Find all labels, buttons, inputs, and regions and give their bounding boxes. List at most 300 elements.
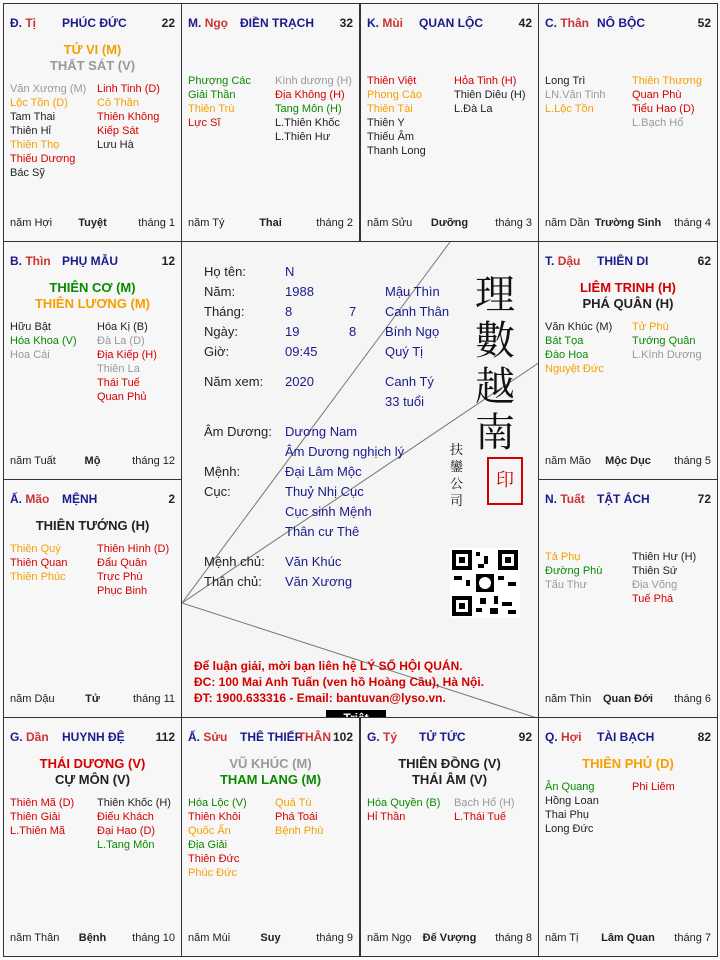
thang-can-chi: Canh Thân	[385, 304, 450, 319]
ho-ten-value: N	[285, 264, 295, 279]
palace-cell[interactable]	[181, 717, 360, 957]
star: Hồng Loan	[545, 795, 599, 807]
company-seal-text: 扶 鑾 公 司	[450, 443, 464, 509]
right-stars	[97, 542, 169, 598]
palace-year: năm Mão	[545, 455, 591, 467]
nam-xem-label: Năm xem:	[204, 374, 264, 389]
main-star: THIÊN TƯỚNG (H)	[35, 518, 150, 533]
truong-sinh: Trường Sinh	[594, 217, 662, 229]
star: Phá Toái	[275, 811, 318, 823]
palace-header	[188, 730, 353, 746]
left-stars	[545, 780, 599, 836]
palace-month: tháng 5	[674, 455, 711, 467]
star: Phi Liêm	[632, 781, 675, 793]
palace-month: tháng 12	[132, 455, 175, 467]
palace-month: tháng 6	[674, 693, 711, 705]
star: Địa Giải	[188, 839, 228, 851]
palace-month: tháng 11	[132, 693, 175, 705]
menh-chu-label: Mệnh chủ:	[204, 554, 265, 569]
star: L.Đà La	[454, 103, 493, 115]
ad-line-3: ĐT: 1900.633316 - Email: bantuvan@lyso.vn.	[194, 691, 446, 705]
nam-can-chi: Mậu Thìn	[385, 284, 440, 299]
palace-month: tháng 1	[138, 217, 175, 229]
main-star: LIÊM TRINH (H)	[579, 280, 677, 295]
star: Quốc Ấn	[188, 825, 231, 837]
star: Thiên Hư (H)	[632, 551, 697, 563]
truong-sinh: Thai	[259, 217, 282, 229]
star: Giải Thần	[188, 89, 236, 101]
palace-cell[interactable]	[538, 479, 718, 718]
palace-cell[interactable]	[3, 717, 182, 957]
star: L.Thiên Hư	[275, 131, 331, 143]
star: Thiên Thương	[632, 75, 703, 87]
star: Hóa Lộc (V)	[188, 797, 247, 809]
main-star: THÁI DƯƠNG (V)	[39, 756, 146, 771]
star: Bát Tọa	[545, 335, 584, 347]
star: Tử Phù	[632, 321, 669, 333]
palace-cell[interactable]	[360, 3, 539, 242]
ho-ten-label: Họ tên:	[204, 264, 246, 279]
star: Linh Tinh (D)	[97, 83, 160, 95]
star: Thiên Hình (D)	[97, 543, 170, 555]
left-stars	[367, 796, 440, 824]
star: Địa Không (H)	[275, 89, 345, 101]
star: Cô Thần	[97, 97, 139, 109]
left-stars	[545, 550, 602, 592]
truong-sinh: Suy	[260, 932, 281, 944]
truong-sinh: Đế Vượng	[422, 932, 477, 944]
left-stars	[188, 74, 251, 130]
star: Hỏa Tinh (H)	[454, 75, 517, 87]
palace-name: PHÚC ĐỨC	[62, 16, 127, 30]
star: Điếu Khách	[97, 811, 154, 823]
palace-cell[interactable]	[3, 3, 182, 242]
palace-footer	[10, 693, 175, 707]
palace-footer	[367, 217, 532, 231]
palace-number: 62	[697, 254, 711, 268]
palace-chi: Dần	[26, 730, 49, 744]
palace-name: PHỤ MẪU	[62, 254, 118, 268]
palace-cell[interactable]	[538, 3, 718, 242]
star: Thiên La	[97, 363, 140, 375]
palace-can: Ấ.	[188, 730, 200, 744]
palace-can: Ấ.	[10, 492, 22, 506]
palace-can: T.	[545, 254, 555, 268]
main-star: THIÊN PHỦ (D)	[582, 756, 674, 771]
palace-month: tháng 2	[316, 217, 353, 229]
than-chu-value: Văn Xương	[285, 574, 353, 589]
palace-footer	[545, 455, 711, 469]
star: Tang Môn (H)	[275, 103, 342, 115]
palace-header	[545, 730, 711, 746]
star: Địa Võng	[632, 579, 678, 591]
qr-code[interactable]	[450, 548, 520, 618]
star: Thiên Quan	[10, 557, 68, 569]
star: Thiên Y	[367, 117, 405, 129]
star: Thiên Diêu (H)	[454, 89, 526, 101]
palace-header	[545, 254, 711, 270]
palace-can: G.	[367, 730, 380, 744]
left-stars	[188, 796, 247, 880]
palace-number: 82	[697, 730, 711, 744]
star: Thiên Quý	[10, 543, 61, 555]
star: Quan Phủ	[97, 391, 147, 403]
than-chu-label: Thân chủ:	[204, 574, 262, 589]
palace-can: B.	[10, 254, 22, 268]
main-stars	[182, 756, 359, 788]
nam-xem-can-chi: Canh Tý	[385, 374, 434, 389]
palace-cell[interactable]	[538, 717, 718, 957]
main-star: THIÊN ĐỒNG (V)	[398, 756, 501, 771]
palace-chi: Tuất	[560, 492, 585, 506]
left-stars	[545, 74, 606, 116]
palace-chi: Hợi	[561, 730, 582, 744]
ad-line-2: ĐC: 100 Mai Anh Tuấn (ven hồ Hoàng Cầu), Hà Nội.	[194, 675, 485, 689]
palace-month: tháng 8	[495, 932, 532, 944]
palace-cell[interactable]	[181, 3, 360, 242]
star: L.Tang Môn	[97, 839, 155, 851]
star: Văn Xương (M)	[10, 83, 87, 95]
star: Kiếp Sát	[97, 125, 139, 137]
star: Lộc Tồn (D)	[10, 97, 68, 109]
palace-name: QUAN LỘC	[419, 16, 483, 30]
truong-sinh: Tử	[85, 693, 100, 705]
ad-line-1: Để luận giải, mời bạn liên hệ LÝ SỐ HỘI QUÁN.	[194, 659, 463, 673]
palace-name: TỬ TỨC	[419, 730, 466, 744]
left-stars	[367, 74, 426, 158]
palace-name: TẬT ÁCH	[597, 492, 650, 506]
menh-value: Đại Lâm Mộc	[285, 464, 362, 479]
star: LN.Văn Tinh	[545, 89, 606, 101]
palace-year: năm Thìn	[545, 693, 592, 705]
star: Bác Sỹ	[10, 167, 45, 179]
palace-name: THÊ THIẾP	[240, 730, 303, 744]
star: Tam Thai	[10, 111, 56, 123]
palace-name: ĐIỀN TRẠCH	[240, 16, 314, 30]
nam-label: Năm:	[204, 284, 236, 299]
palace-chi: Tị	[25, 16, 37, 30]
star: Thiên Không	[97, 111, 160, 123]
star: Hoa Cái	[10, 349, 50, 361]
palace-footer	[545, 932, 711, 946]
right-stars	[454, 796, 515, 824]
star: Đường Phù	[545, 565, 603, 577]
palace-number: 22	[161, 16, 175, 30]
menh-chu-value: Văn Khúc	[285, 554, 342, 569]
main-star: THÁI ÂM (V)	[411, 772, 488, 787]
cuc-value: Thuỷ Nhị Cục	[285, 484, 364, 499]
palace-year: năm Ngọ	[367, 932, 412, 944]
left-stars	[10, 542, 67, 584]
palace-number: 102	[332, 730, 353, 744]
palace-number: 12	[161, 254, 175, 268]
palace-number: 52	[697, 16, 711, 30]
palace-chi: Sửu	[203, 730, 228, 744]
star: Văn Khúc (M)	[545, 321, 613, 333]
am-duong-value: Dương Nam	[285, 424, 358, 439]
right-stars	[632, 780, 675, 794]
palace-cell[interactable]	[3, 479, 182, 718]
palace-month: tháng 9	[316, 932, 353, 944]
palace-chi: Mão	[25, 492, 50, 506]
star: Thiên Hỉ	[10, 125, 51, 137]
left-stars	[10, 82, 86, 180]
star: Tiểu Hao (D)	[632, 103, 695, 115]
main-stars	[4, 518, 181, 534]
right-stars	[632, 550, 696, 606]
thang-value: 8	[285, 304, 293, 319]
main-star: THIÊN LƯƠNG (M)	[34, 296, 151, 311]
star: L.Thiên Mã	[10, 825, 66, 837]
thang-am-value: 7	[349, 304, 357, 319]
star: Thiên Phúc	[10, 571, 66, 583]
calligraphy-char-3: 越	[475, 364, 515, 410]
star: Thiên Giải	[10, 811, 61, 823]
palace-chi: Mùi	[382, 16, 404, 30]
star: L.Bạch Hổ	[632, 117, 684, 129]
star: Lưu Hà	[97, 139, 134, 151]
main-stars	[361, 756, 538, 788]
right-stars	[632, 320, 702, 362]
star: Hóa Quyền (B)	[367, 797, 441, 809]
palace-footer	[545, 693, 711, 707]
menh-label: Mệnh:	[204, 464, 241, 479]
nam-xem-value: 2020	[285, 374, 314, 389]
main-star: TỬ VI (M)	[63, 42, 122, 57]
main-stars	[539, 280, 717, 312]
palace-footer	[545, 217, 711, 231]
main-stars	[4, 42, 181, 74]
palace-can: Đ.	[10, 16, 22, 30]
palace-number: 112	[155, 730, 175, 744]
star: Thiên Tài	[367, 103, 413, 115]
palace-cell[interactable]	[360, 717, 539, 957]
gio-can-chi: Quý Tị	[385, 344, 424, 359]
ngay-am-value: 8	[349, 324, 357, 339]
nam-value: 1988	[285, 284, 314, 299]
palace-chi: Ngọ	[204, 16, 229, 30]
star: Đà La (D)	[97, 335, 145, 347]
thang-label: Tháng:	[204, 304, 245, 319]
star: Thiếu Dương	[10, 153, 76, 165]
palace-month: tháng 7	[674, 932, 711, 944]
star: Tuế Phá	[632, 593, 674, 605]
star: L.Thái Tuế	[454, 811, 506, 823]
palace-header	[10, 730, 175, 746]
star: Quả Tú	[275, 797, 312, 809]
palace-number: 72	[697, 492, 711, 506]
palace-name: TÀI BẠCH	[597, 730, 655, 744]
red-seal-stamp: 印	[487, 457, 523, 505]
palace-header	[10, 492, 175, 508]
star: Phục Binh	[97, 585, 148, 597]
palace-cell[interactable]	[538, 241, 718, 480]
star: Phúc Đức	[188, 867, 237, 879]
am-duong-value-2: Âm Dương nghịch lý	[285, 444, 405, 459]
right-stars	[632, 74, 702, 130]
palace-year: năm Thân	[10, 932, 60, 944]
ngay-can-chi: Bính Ngọ	[385, 324, 440, 339]
star: Thai Phụ	[545, 809, 590, 821]
truong-sinh: Quan Đới	[603, 693, 653, 705]
calligraphy-char-1: 理	[475, 272, 515, 318]
calligraphy-char-2: 數	[475, 318, 515, 364]
palace-name: NÔ BỘC	[597, 16, 645, 30]
gio-value: 09:45	[285, 344, 318, 359]
left-stars	[10, 320, 77, 362]
star: Bệnh Phù	[275, 825, 324, 837]
palace-header	[545, 16, 711, 32]
palace-can: G.	[10, 730, 23, 744]
main-star: VŨ KHÚC (M)	[229, 756, 312, 771]
palace-number: 42	[518, 16, 532, 30]
star: Kình dương (H)	[275, 75, 352, 87]
star: Đào Hoa	[545, 349, 589, 361]
palace-year: năm Hợi	[10, 217, 53, 229]
palace-header	[367, 730, 532, 746]
calligraphy-logo	[470, 272, 520, 456]
star: Đẩu Quân	[97, 557, 148, 569]
star: Ân Quang	[545, 781, 595, 793]
palace-footer	[188, 932, 353, 946]
star: Quan Phù	[632, 89, 682, 101]
palace-header	[10, 254, 175, 270]
palace-year: năm Sửu	[367, 217, 413, 229]
palace-name: HUYNH ĐỆ	[62, 730, 125, 744]
star: Phượng Các	[188, 75, 251, 87]
palace-footer	[10, 932, 175, 946]
gio-label: Giờ:	[204, 344, 230, 359]
star: Nguyệt Đức	[545, 363, 604, 375]
right-stars	[454, 74, 526, 116]
main-star: THIÊN CƠ (M)	[49, 280, 136, 295]
star: Tấu Thư	[545, 579, 588, 591]
star: Thiên Sứ	[632, 565, 678, 577]
palace-year: năm Dậu	[10, 693, 55, 705]
star: Hỉ Thần	[367, 811, 406, 823]
main-star: THAM LANG (M)	[219, 772, 322, 787]
palace-header	[188, 16, 353, 32]
main-star: THẤT SÁT (V)	[49, 58, 136, 73]
star: Lực Sĩ	[188, 117, 221, 129]
truong-sinh: Lâm Quan	[601, 932, 655, 944]
right-stars	[97, 320, 157, 404]
palace-header	[10, 16, 175, 32]
cuc-value-2: Cục sinh Mệnh	[285, 504, 372, 519]
left-stars	[10, 796, 74, 838]
palace-header	[367, 16, 532, 32]
palace-footer	[10, 455, 175, 469]
star: Địa Kiếp (H)	[97, 349, 157, 361]
truong-sinh: Mộc Dục	[605, 455, 651, 467]
palace-year: năm Tý	[188, 217, 225, 229]
palace-can: Q.	[545, 730, 558, 744]
ngay-label: Ngày:	[204, 324, 238, 339]
main-star: PHÁ QUÂN (H)	[582, 296, 674, 311]
truong-sinh: Mộ	[84, 455, 101, 467]
star: Hóa Kị (B)	[97, 321, 148, 333]
star: Thiên Thọ	[10, 139, 60, 151]
palace-year: năm Tị	[545, 932, 579, 944]
palace-month: tháng 4	[674, 217, 711, 229]
than-marker: THÂN	[297, 730, 331, 744]
star: Phong Cáo	[367, 89, 423, 101]
star: Đại Hao (D)	[97, 825, 156, 837]
palace-footer	[188, 217, 353, 231]
palace-footer	[10, 217, 175, 231]
star: Thanh Long	[367, 145, 426, 157]
star: Thiên Khôi	[188, 811, 241, 823]
calligraphy-char-4: 南	[475, 410, 515, 456]
am-duong-label: Âm Dương:	[204, 424, 272, 439]
palace-can: N.	[545, 492, 557, 506]
palace-cell[interactable]	[3, 241, 182, 480]
star: Tả Phụ	[545, 551, 581, 563]
star: L.Lộc Tồn	[545, 103, 594, 115]
palace-chi: Dậu	[557, 254, 581, 268]
palace-name: THIÊN DI	[597, 254, 649, 268]
cuc-label: Cục:	[204, 484, 231, 499]
palace-name: MỆNH	[62, 492, 98, 506]
palace-chi: Thân	[560, 16, 590, 30]
palace-chi: Tý	[383, 730, 398, 744]
main-stars	[539, 756, 717, 772]
tuoi-value: 33 tuổi	[385, 394, 425, 409]
star: Thiên Đức	[188, 853, 240, 865]
right-stars	[97, 82, 160, 152]
star: Hữu Bật	[10, 321, 51, 333]
star: Bạch Hổ (H)	[454, 797, 515, 809]
right-stars	[275, 796, 323, 838]
cuc-value-3: Thân cư Thê	[285, 524, 360, 539]
star: Tướng Quân	[632, 335, 696, 347]
palace-year: năm Tuất	[10, 455, 56, 467]
palace-can: K.	[367, 16, 379, 30]
palace-chi: Thìn	[25, 254, 51, 268]
palace-number: 32	[339, 16, 353, 30]
star: Thái Tuế	[97, 377, 140, 389]
right-stars	[97, 796, 171, 852]
truong-sinh: Tuyệt	[78, 217, 107, 229]
star: Thiên Mã (D)	[10, 797, 75, 809]
truong-sinh: Bệnh	[78, 932, 107, 944]
star: Hóa Khoa (V)	[10, 335, 77, 347]
star: L.Kình Dương	[632, 349, 702, 361]
palace-header	[545, 492, 711, 508]
main-stars	[4, 280, 181, 312]
star: Trực Phù	[97, 571, 143, 583]
center-info-panel	[181, 241, 539, 718]
star: Thiếu Âm	[367, 131, 415, 143]
left-stars	[545, 320, 612, 376]
star: Thiên Việt	[367, 75, 417, 87]
palace-month: tháng 3	[495, 217, 532, 229]
truong-sinh: Dưỡng	[430, 217, 469, 229]
palace-number: 92	[518, 730, 532, 744]
star: Long Đức	[545, 823, 594, 835]
palace-number: 2	[168, 492, 175, 506]
palace-year: năm Dần	[545, 217, 590, 229]
palace-month: tháng 10	[132, 932, 175, 944]
palace-can: C.	[545, 16, 557, 30]
star: L.Thiên Khốc	[275, 117, 340, 129]
star: Long Trì	[545, 75, 586, 87]
main-stars	[4, 756, 181, 788]
palace-can: M.	[188, 16, 202, 30]
main-star: CỰ MÔN (V)	[54, 772, 131, 787]
star: Thiên Khốc (H)	[97, 797, 171, 809]
palace-year: năm Mùi	[188, 932, 231, 944]
